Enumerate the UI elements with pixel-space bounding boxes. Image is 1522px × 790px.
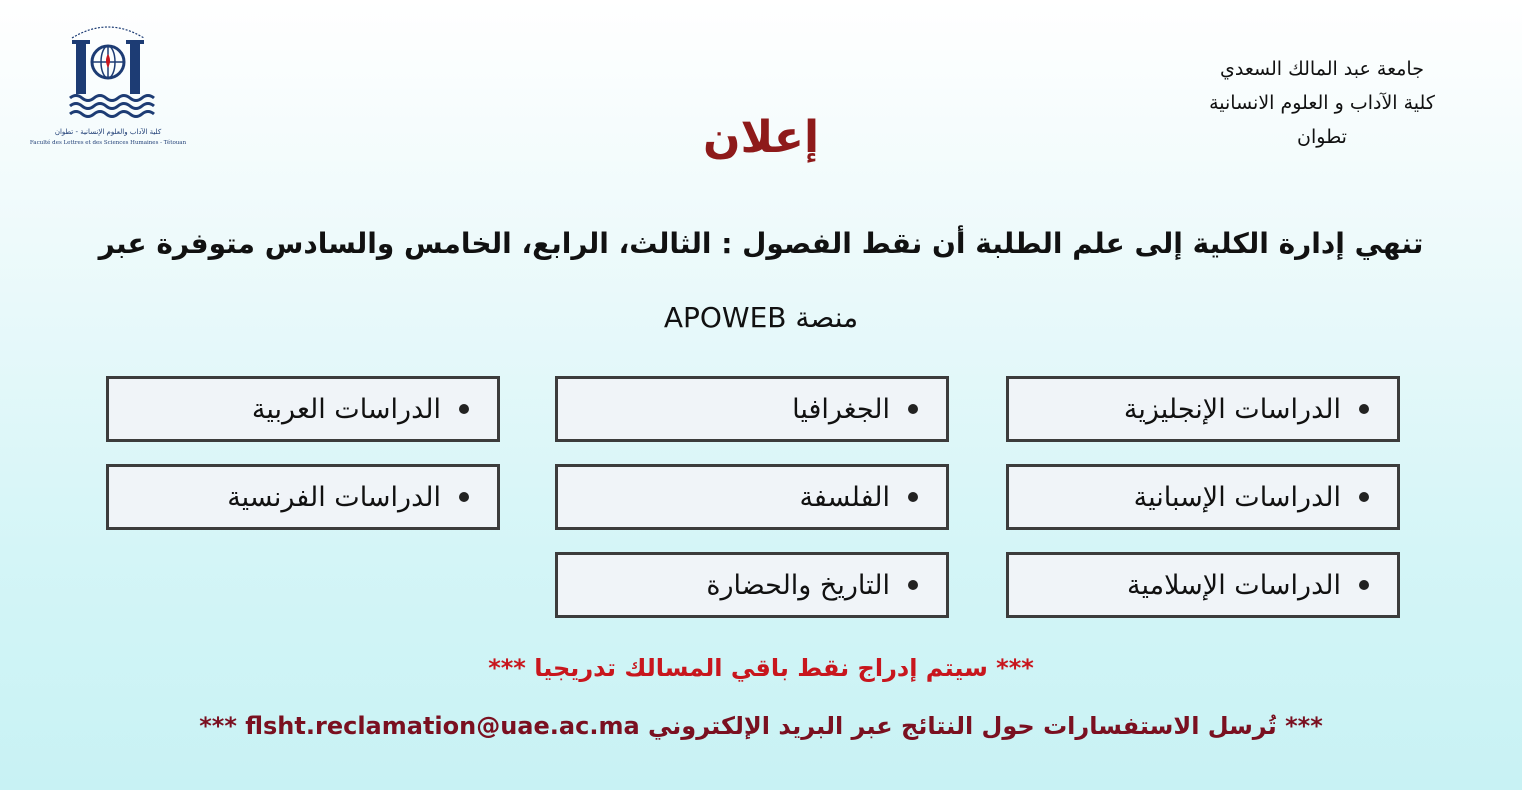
contact-prefix: *** تُرسل الاستفسارات حول النتائج عبر البريد الإلكتروني	[648, 712, 1323, 740]
logo-caption-arabic: كلية الآداب والعلوم الإنسانية - تطوان	[54, 128, 162, 136]
department-label: التاريخ والحضارة	[706, 569, 890, 601]
bullet-icon	[459, 404, 469, 414]
bullet-icon	[908, 580, 918, 590]
bullet-icon	[1359, 492, 1369, 502]
department-label: الدراسات العربية	[251, 393, 441, 425]
contact-email-link[interactable]: flsht.reclamation@uae.ac.ma	[245, 712, 640, 740]
announcement-intro: تنهي إدارة الكلية إلى علم الطلبة أن نقط الفصول : الثالث، الرابع، الخامس والسادس متوفرة عبر	[98, 227, 1424, 260]
department-philosophy	[555, 464, 949, 530]
department-spanish	[1006, 464, 1400, 530]
city-name: تطوان	[1297, 126, 1347, 148]
department-arabic	[106, 376, 500, 442]
announcement-platform: منصة APOWEB	[663, 301, 859, 334]
department-label: الدراسات الإنجليزية	[1123, 393, 1341, 425]
department-geography	[555, 376, 949, 442]
department-label: الفلسفة	[799, 481, 890, 513]
bullet-icon	[908, 404, 918, 414]
department-history	[555, 552, 949, 618]
faculty-name: كلية الآداب و العلوم الانسانية	[1209, 92, 1435, 114]
department-islamic	[1006, 552, 1400, 618]
contact-suffix: ***	[199, 712, 237, 740]
department-label: الجغرافيا	[792, 393, 890, 425]
contact-note	[0, 712, 1522, 740]
department-french	[106, 464, 500, 530]
department-english	[1006, 376, 1400, 442]
bullet-icon	[1359, 404, 1369, 414]
department-label: الدراسات الفرنسية	[227, 481, 441, 513]
department-label: الدراسات الإسبانية	[1133, 481, 1341, 513]
bullet-icon	[459, 492, 469, 502]
announcement-title: إعلان	[702, 112, 820, 163]
logo-caption-french: Faculté des Lettres et des Sciences Humaines - Tétouan	[29, 140, 187, 146]
department-label: الدراسات الإسلامية	[1126, 569, 1341, 601]
progressive-note: *** سيتم إدراج نقط باقي المسالك تدريجيا ***	[488, 654, 1034, 682]
bullet-icon	[908, 492, 918, 502]
university-name: جامعة عبد المالك السعدي	[1220, 58, 1424, 80]
bullet-icon	[1359, 580, 1369, 590]
